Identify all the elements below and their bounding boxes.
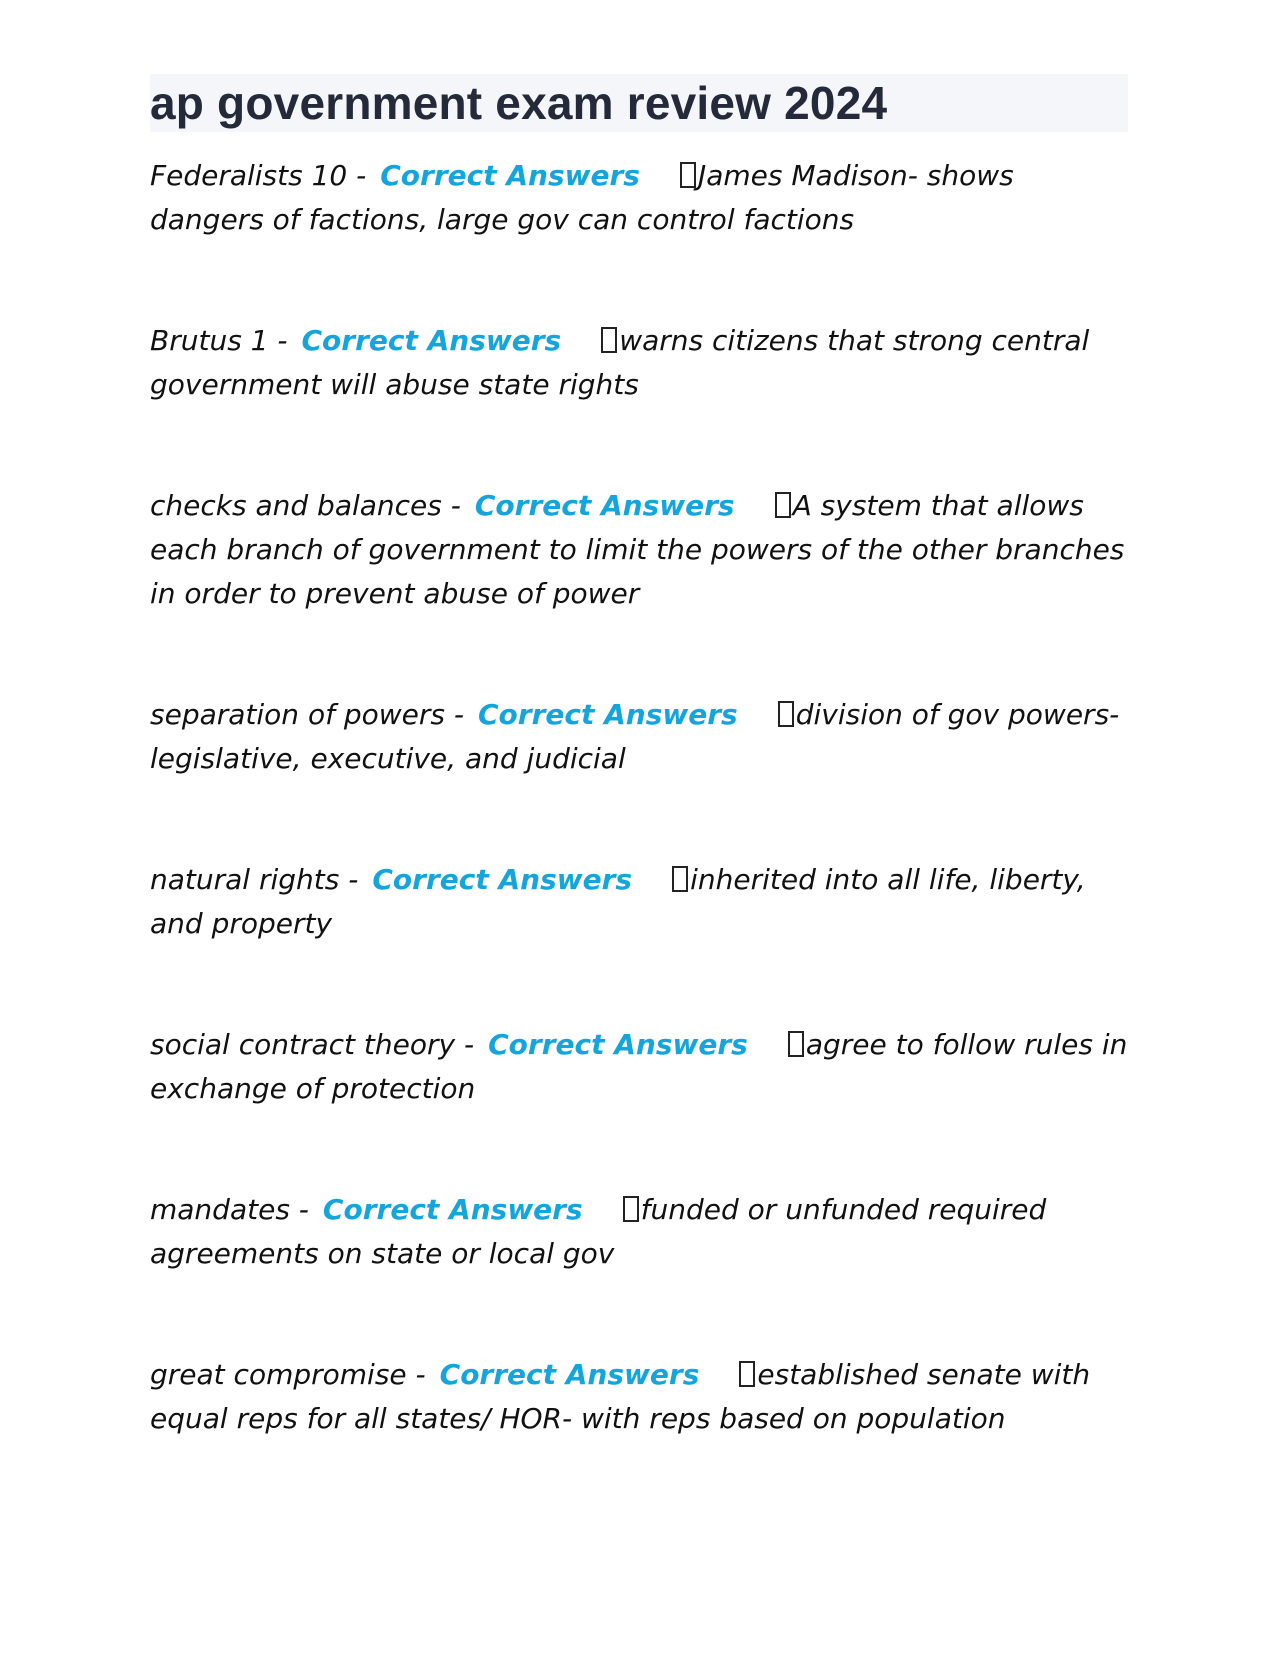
entry-answer: agree to follow rules in exchange of protection (150, 1028, 1128, 1105)
entry-term: Brutus 1 - (150, 324, 288, 357)
correct-answers-label: Correct Answers (301, 324, 562, 357)
missing-glyph-icon (775, 492, 791, 518)
document-title: ap government exam review 2024 (150, 77, 888, 129)
flashcard-entry (150, 1023, 1128, 1111)
entry-term: checks and balances - (150, 489, 461, 522)
flashcard-entry (150, 319, 1128, 407)
entry-term: social contract theory - (150, 1028, 475, 1061)
correct-answers-label: Correct Answers (477, 698, 738, 731)
document-page (150, 74, 1128, 1518)
entry-answer: established senate with equal reps for all states/ HOR- with reps based on population (150, 1358, 1091, 1435)
correct-answers-label: Correct Answers (372, 863, 633, 896)
flashcard-entry (150, 858, 1128, 946)
entry-answer: warns citizens that strong central government will abuse state rights (150, 324, 1090, 401)
entry-term: great compromise - (150, 1358, 426, 1391)
missing-glyph-icon (680, 162, 696, 188)
entry-term: mandates - (150, 1193, 309, 1226)
entry-answer: A system that allows each branch of government to limit the powers of the other branches in order to prevent abuse of power (150, 489, 1125, 610)
flashcard-entry (150, 484, 1128, 616)
flashcard-entry (150, 1353, 1128, 1441)
flashcard-entry (150, 154, 1128, 242)
missing-glyph-icon (672, 866, 688, 892)
entry-term: natural rights - (150, 863, 359, 896)
missing-glyph-icon (739, 1361, 755, 1387)
missing-glyph-icon (601, 327, 617, 353)
flashcard-list (150, 154, 1128, 1441)
flashcard-entry (150, 693, 1128, 781)
correct-answers-label: Correct Answers (380, 159, 640, 192)
entry-term: Federalists 10 - (150, 159, 367, 192)
entry-answer: James Madison- shows dangers of factions, large gov can control factions (150, 159, 1014, 236)
correct-answers-label: Correct Answers (474, 489, 735, 522)
missing-glyph-icon (623, 1196, 639, 1222)
entry-answer: funded or unfunded required agreements on state or local gov (150, 1193, 1047, 1270)
missing-glyph-icon (778, 701, 794, 727)
correct-answers-label: Correct Answers (439, 1358, 700, 1391)
title-banner (150, 74, 1128, 132)
correct-answers-label: Correct Answers (488, 1028, 748, 1061)
correct-answers-label: Correct Answers (322, 1193, 583, 1226)
entry-answer: division of gov powers- legislative, executive, and judicial (150, 698, 1120, 775)
entry-term: separation of powers - (150, 698, 464, 731)
flashcard-entry (150, 1188, 1128, 1276)
missing-glyph-icon (788, 1031, 804, 1057)
entry-answer: inherited into all life, liberty, and property (150, 863, 1086, 940)
